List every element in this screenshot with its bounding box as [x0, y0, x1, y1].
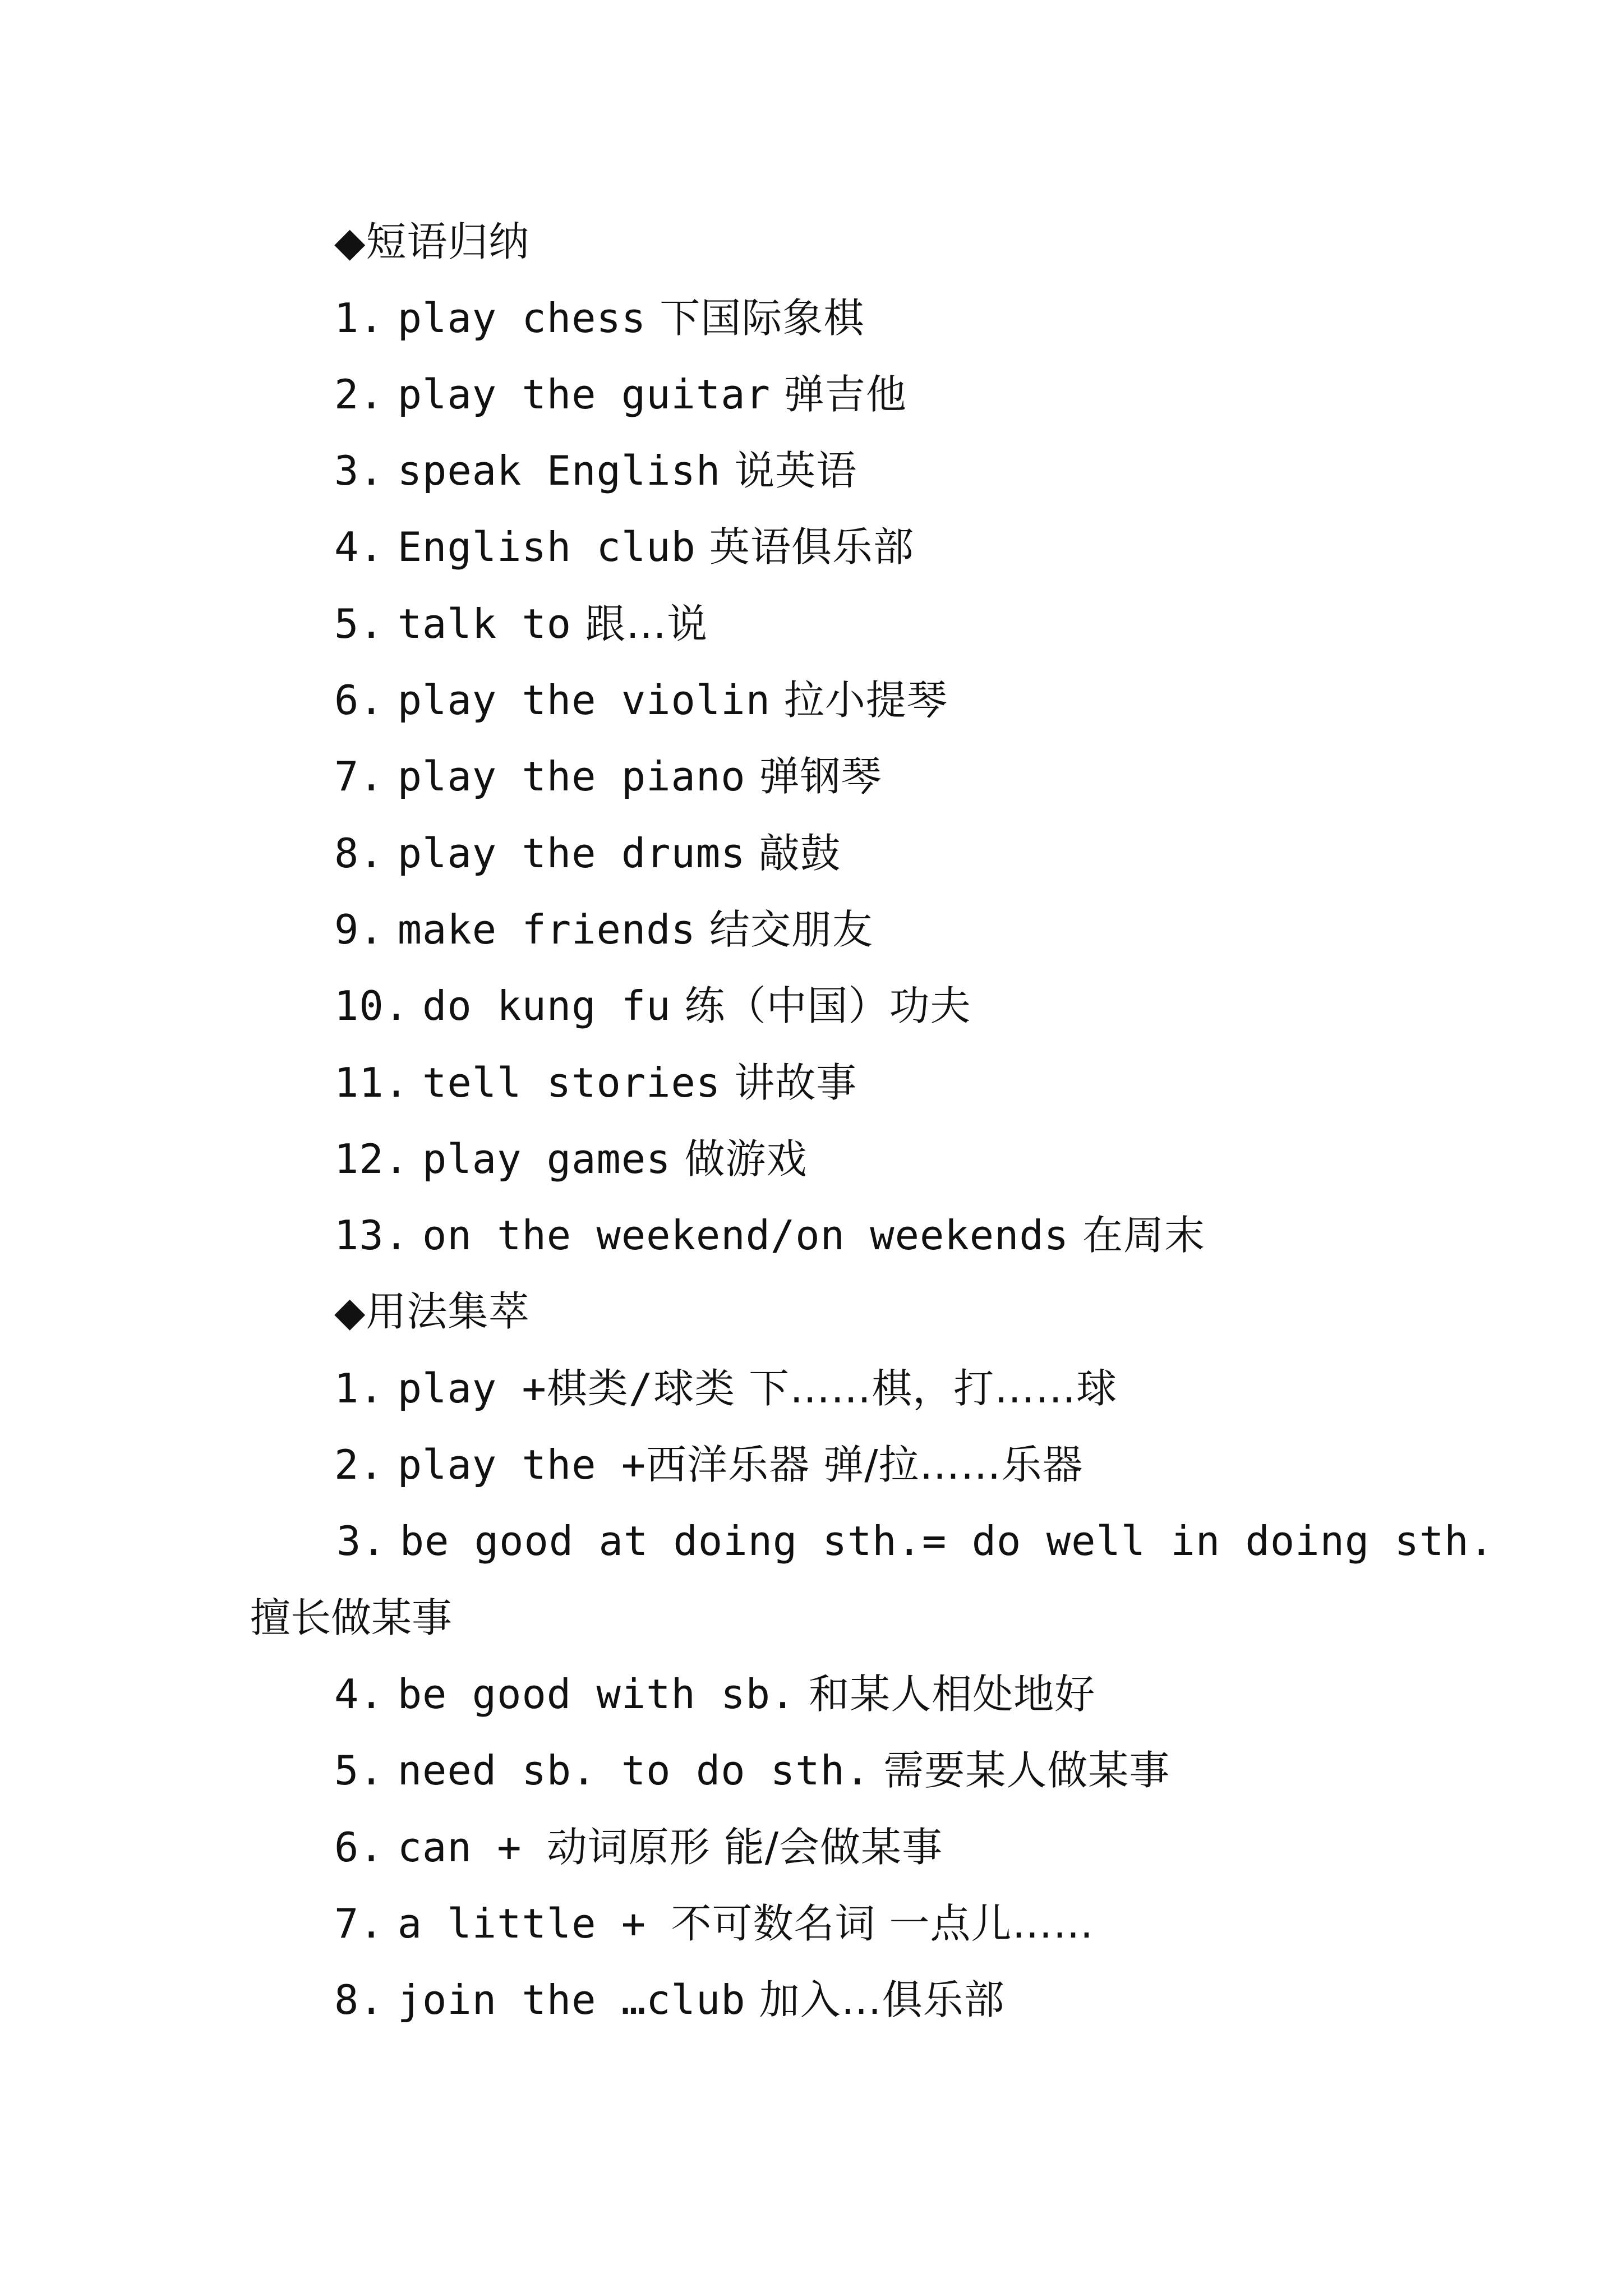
list-item: 1. play chess 下国际象棋	[334, 295, 865, 342]
section-heading-usage	[334, 1286, 529, 1337]
list-item: 4. be good with sb. 和某人相处地好	[334, 1671, 1096, 1718]
section-title: 用法集萃	[366, 1288, 530, 1335]
list-item: 12. play games 做游戏	[334, 1135, 808, 1182]
section-title: 短语归纳	[366, 218, 530, 265]
list-item: 3. speak English 说英语	[334, 447, 857, 494]
list-item-continuation: 擅长做某事	[250, 1594, 453, 1641]
list-item: 2. play the +西洋乐器 弹/拉……乐器	[334, 1441, 1083, 1488]
section-heading-phrases	[334, 217, 529, 267]
list-item: 7. play the piano 弹钢琴	[334, 753, 882, 800]
list-item: 6. can + 动词原形 能/会做某事	[334, 1824, 943, 1871]
list-item: 10. do kung fu 练（中国）功夫	[334, 982, 971, 1029]
list-item: 8. play the drums 敲鼓	[334, 830, 841, 877]
list-item: 5. need sb. to do sth. 需要某人做某事	[334, 1747, 1170, 1794]
list-item: 5. talk to 跟…说	[334, 600, 708, 647]
list-item: 6. play the violin 拉小提琴	[334, 677, 948, 724]
list-item: 7. a little + 不可数名词 一点儿……	[334, 1900, 1094, 1947]
list-item: 3. be good at doing sth.= do well in doing sth.	[336, 1517, 1494, 1565]
diamond-bullet-icon: ◆	[334, 218, 366, 265]
list-item: 4. English club 英语俱乐部	[334, 523, 914, 570]
list-item: 11. tell stories 讲故事	[334, 1059, 857, 1106]
list-item: 13. on the weekend/on weekends 在周末	[334, 1212, 1206, 1259]
list-item: 9. make friends 结交朋友	[334, 906, 873, 953]
list-item: 1. play +棋类/球类 下……棋，打……球	[334, 1365, 1118, 1412]
diamond-bullet-icon: ◆	[334, 1288, 366, 1335]
list-item: 8. join the …club 加入…俱乐部	[334, 1976, 1005, 2023]
list-item: 2. play the guitar 弹吉他	[334, 371, 907, 418]
